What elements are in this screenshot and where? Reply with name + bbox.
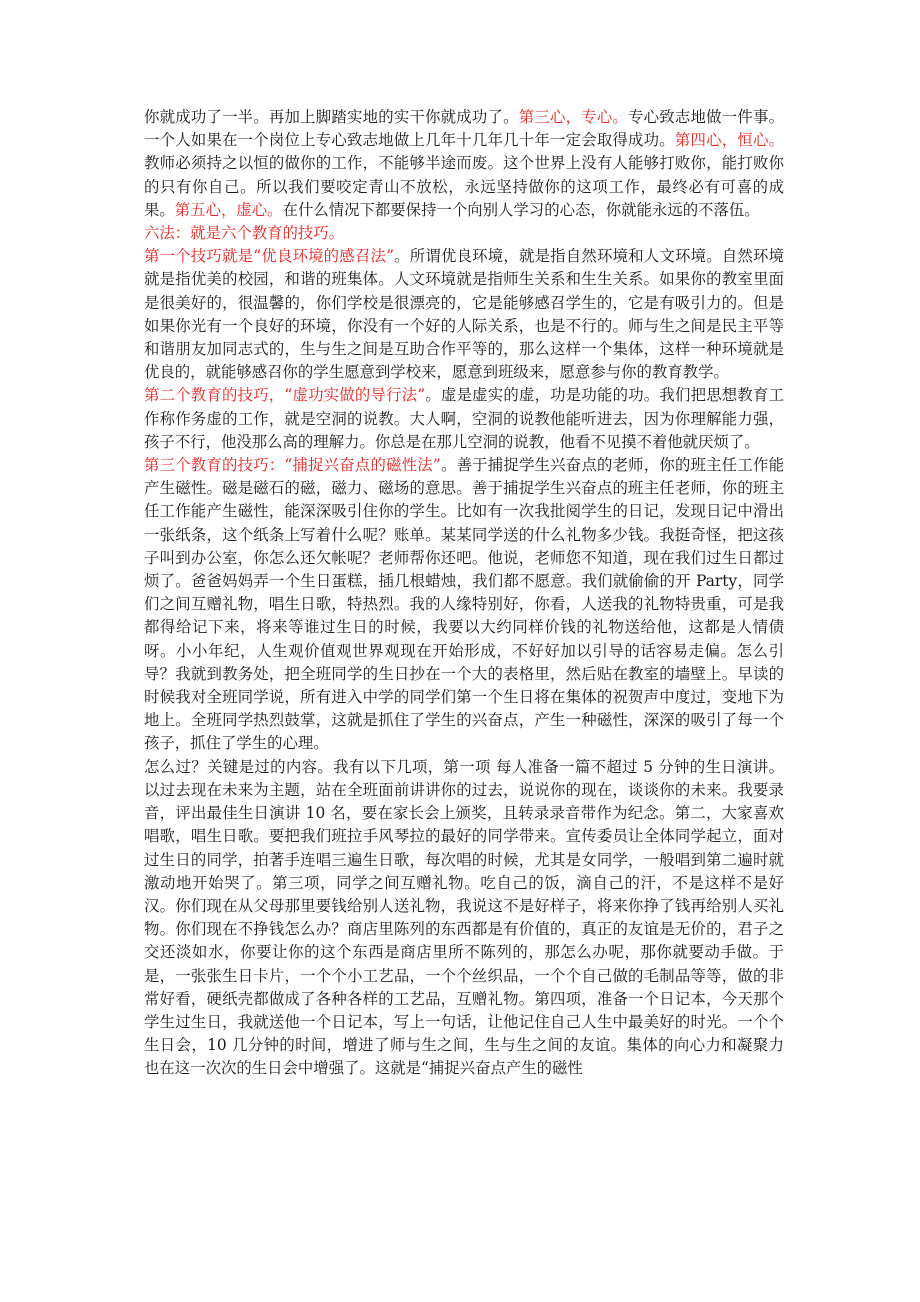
paragraph xyxy=(144,384,784,454)
heading-fourth-heart: 第四心，恒心。 xyxy=(674,131,784,150)
heading-technique-3: 第三个教育的技巧：“捕捉兴奋点的磁性法” xyxy=(144,456,441,475)
text-run: 在什么情况下都要保持一个向别人学习的心态，你就能永远的不落伍。 xyxy=(282,200,760,219)
document-body xyxy=(144,106,784,1081)
paragraph xyxy=(144,222,784,245)
paragraph xyxy=(144,106,784,222)
text-run: 。虚是虚实的虚，功是功能的功。我们把思想教育工作称作务虚的工作，就是空洞的说教。大人啊，空洞的说教他能听进去，因为你理解能力强，孩子不行，他没那么高的理解力。你总是在那儿空洞的说教，他看不见摸不着他就厌烦了。 xyxy=(144,386,784,451)
text-run: 你就成功了一半。再加上脚踏实地的实干你就成功了。 xyxy=(144,108,519,126)
heading-third-heart: 第三心，专心。 xyxy=(518,108,629,126)
text-run: 教师必须持之以恒的做你的工作，不能够半途而废。这个世界上没有人能够打败你，能打败你的只有你自己。所以我们要咬定青山不放松，永远坚持做你的这项工作，最终必有可喜的成果。 xyxy=(144,154,784,219)
section-heading-six-methods: 六法：就是六个教育的技巧。 xyxy=(144,224,345,243)
text-run: 专心致志地做一件事。一个人如果在一个岗位上专心致志地做上几年十几年几十年一定会取得成功。 xyxy=(144,108,784,150)
paragraph xyxy=(144,245,784,384)
text-run: 。所谓优良环境，就是指自然环境和人文环境。自然环境就是指优美的校园，和谐的班集体。人文环境就是指师生关系和生生关系。如果你的教室里面是很美好的，很温馨的，你们学校是很漂亮的，它是能够感召学生的，它是有吸引力的。但是如果你光有一个良好的环境，你没有一个好的人际关系，也是不行的。师与生之间是民主平等和谐朋友加同志式的，生与生之间是互助合作平等的，那么这样一个集体，这样一种环境就是优良的，就能够感召你的学生愿意到学校来，愿意到班级来，愿意参与你的教育教学。 xyxy=(144,247,784,382)
heading-fifth-heart: 第五心，虚心。 xyxy=(174,200,283,219)
paragraph xyxy=(144,756,784,1081)
text-run: 怎么过？关键是过的内容。我有以下几项，第一项 每人准备一篇不超过 5 分钟的生日演讲。以过去现在未来为主题，站在全班面前讲讲你的过去，说说你的现在，谈谈你的未来。我要录音，评出最佳生日演讲 10 名，要在家长会上颁奖，且转录录音带作为纪念。第二，大家喜欢唱歌，唱生日歌。要把我们班拉手风琴拉的最好的同学带来。宣传委员让全体同学起立，面对过生日的同学，拍著手连唱三遍生日歌，每次唱的时候，尤其是女同学，一般唱到第二遍时就激动地开始哭了。第三项，同学之间互赠礼物。吃自己的饭，滴自己的汗，不是这样不是好汉。你们现在从父母那里要钱给别人送礼物，我说这不是好样子，将来你挣了钱再给别人买礼物。你们现在不挣钱怎么办？商店里陈列的东西都是有价值的，真正的友谊是无价的，君子之交还淡如水，你要让你的这个东西是商店里所不陈列的，那怎么办呢，那你就要动手做。于是，一张张生日卡片，一个个小工艺品，一个个丝织品，一个个自己做的毛制品等等，做的非常好看，硬纸壳都做成了各种各样的工艺品，互赠礼物。第四项，准备一个日记本，今天那个学生过生日，我就送他一个日记本，写上一句话，让他记住自己人生中最美好的时光。一个个生日会，10 几分钟的时间，增进了师与生之间，生与生之间的友谊。集体的向心力和凝聚力也在这一次次的生日会中增强了。这就是“捕捉兴奋点产生的磁性 xyxy=(144,757,784,1078)
text-run: 。善于捕捉学生兴奋点的老师，你的班主任工作能产生磁性。磁是磁石的磁，磁力、磁场的意思。善于捕捉学生兴奋点的班主任老师，你的班主任工作能产生磁性，能深深吸引住你的学生。比如有一次我批阅学生的日记，发现日记中滑出一张纸条，这个纸条上写着什么呢？账单。某某同学送的什么礼物多少钱。我挺奇怪，把这孩子叫到办公室，你怎么还欠帐呢？老师帮你还吧。他说，老师您不知道，现在我们过生日都过烦了。爸爸妈妈弄一个生日蛋糕，插几根蜡烛，我们都不愿意。我们就偷偷的开 Party，同学们之间互赠礼物，唱生日歌，特热烈。我的人缘特别好，你看，人送我的礼物特贵重，可是我都得给记下来，将来等谁过生日的时候，我要以大约同样价钱的礼物送给他，这都是人情债呀。小小年纪，人生观价值观世界观现在开始形成，不好好加以引导的话容易走偏。怎么引导？我就到教务处，把全班同学的生日抄在一个大的表格里，然后贴在教室的墙壁上。早读的时候我对全班同学说，所有进入中学的同学们第一个生日将在集体的祝贺声中度过，变地下为地上。全班同学热烈鼓掌，这就是抓住了学生的兴奋点，产生一种磁性，深深的吸引了每一个孩子，抓住了学生的心理。 xyxy=(144,456,784,753)
paragraph xyxy=(144,454,784,756)
heading-technique-2: 第二个教育的技巧，“虚功实做的导行法” xyxy=(144,386,426,405)
heading-technique-1: 第一个技巧就是“优良环境的感召法” xyxy=(144,247,394,266)
